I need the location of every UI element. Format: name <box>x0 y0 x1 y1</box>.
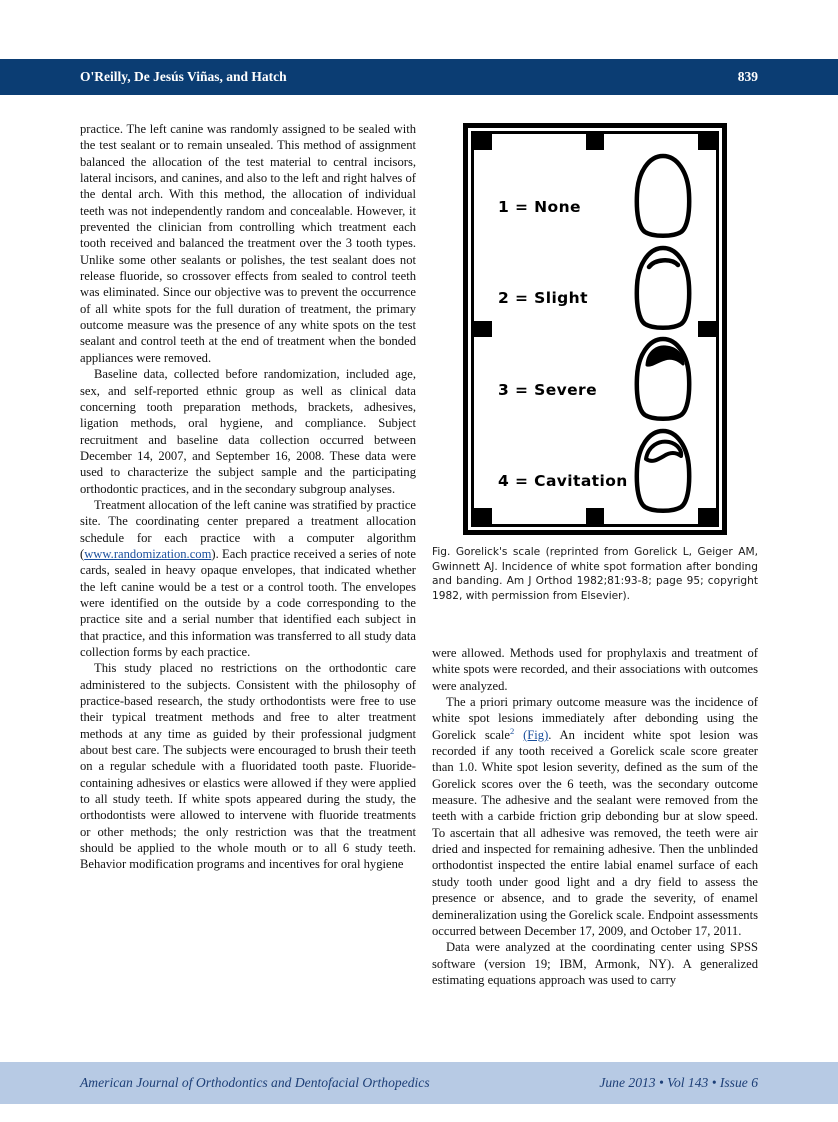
paragraph-allocation <box>80 497 416 660</box>
outcome-text-after: . An incident white spot lesion was recorded if any tooth received a Gorelick scale score greater than 1.0. White spot lesion severity, defined as the sum of the Gorelick scores over the 6 teeth, was the secondary outcome measure. The adhesive and the sealant were removed from the teeth with a carbide friction grip debonding bur at slow speed. To ascertain that all adhesive was removed, the teeth were air dried and inspected for remaining adhesive. Then the unblinded orthodontist inspected the entire labial enamel surface of each study tooth under good light and a dry field to assess the presence or absence, and to grade the severity, of enamel demineralization using the Gorelick scale. Endpoint assessments occurred between December 17, 2009, and October 17, 2011. <box>432 727 758 938</box>
figure-caption-text: Gorelick's scale (reprinted from Gorelick L, Geiger AM, Gwinnett AJ. Incidence of white spot formation after bonding and banding. Am J Orthod 1982;81:93-8; page 95; copyright 1982, with permission from Elsevier). <box>432 546 758 602</box>
right-text-column <box>432 645 758 988</box>
paragraph-prophylaxis: were allowed. Methods used for prophylaxis and treatment of white spots were recorded, and their associations with outcomes were analyzed. <box>432 646 758 693</box>
reference-marker-2[interactable]: 2 <box>510 725 515 736</box>
footer-journal-title: American Journal of Orthodontics and Dentofacial Orthopedics <box>80 1075 430 1090</box>
gorelick-scale-figure <box>463 123 727 535</box>
scale-rows <box>484 148 706 514</box>
scale-row-slight <box>484 240 706 332</box>
scale-row-severe <box>484 331 706 423</box>
tooth-diagram-none-icon <box>626 152 700 240</box>
paragraph-practice: practice. The left canine was randomly assigned to be sealed with the test sealant or to remain unsealed. This method of assignment balanced the allocation of the test material to central incisors, lateral incisors, and canines, and also to the left and right halves of the dental arch. With this method, the allocation of individual teeth was not independently random and concealable. However, it prevented the clinician from controlling which treatment each tooth received and balanced the treatment over the 3 tooth types. Unlike some other sealants or polishes, the test sealant does not release fluoride, so crossover effects from sealed to control teeth was eliminated. Since our objective was to prevent the occurrence of all white spots for the full duration of treatment, the primary outcome measure was the presence of any white spots on the test sealant and control teeth at the end of treatment when the bonded appliances were removed. <box>80 122 416 365</box>
figure-block <box>432 123 758 603</box>
running-head-bar <box>0 59 838 95</box>
left-text-column <box>80 121 416 873</box>
paragraph-study-restrictions: This study placed no restrictions on the orthodontic care administered to the subjects. Consistent with the philosophy of practice-based research, the study orthodontists were free to use their typical treatment methods and free to alter treatment methods at any time as guided by their professional judgment about best care. The subjects were encouraged to brush their teeth on a regular schedule with a fluoridated tooth paste. Fluoride-containing adhesives or elastics were allowed if they were applied to all study teeth. If white spots appeared during the study, the orthodontists were allowed to intervene with fluoride treatments or other methods; the only restriction was that the treatment should be applied to the whole mouth or to all 6 study teeth. Behavior modification programs and incentives for oral hygiene <box>80 661 416 872</box>
figure-inner-frame <box>471 131 719 527</box>
running-head-inner <box>80 59 758 95</box>
figure-label: Fig. <box>432 546 451 558</box>
randomization-link[interactable]: www.randomization.com <box>84 546 212 561</box>
paragraph-baseline: Baseline data, collected before randomization, included age, sex, and self-reported ethnic group as well as clinical data concerning tooth preparation methods, brackets, adhesives, ligation methods, oral hygiene, and compliance. Subject recruitment and baseline data collection occurred between December 14, 2007, and September 16, 2008. These data were used to characterize the subject sample and the participating orthodontic practices, and in the secondary subgroup analyses. <box>80 367 416 496</box>
scale-label-cavitation: 4 = Cavitation <box>498 472 628 491</box>
figure-caption <box>432 545 758 603</box>
tooth-diagram-slight-icon <box>626 244 700 332</box>
page-number: 839 <box>737 69 758 84</box>
scale-label-none: 1 = None <box>498 197 581 216</box>
scale-label-slight: 2 = Slight <box>498 289 588 308</box>
paragraph-analysis: Data were analyzed at the coordinating center using SPSS software (version 19; IBM, Armonk, NY). A generalized estimating equations approach was used to carry <box>432 940 758 987</box>
allocation-text-after: ). Each practice received a series of note cards, sealed in heavy opaque envelopes, that indicated whether the left canine would be a test or a control tooth. The envelopes were identified on the outside by a code corresponding to the practice site and a serial number that identified each subject in that practice, and this information was transferred to all study data collection forms by each practice. <box>80 546 416 659</box>
tooth-diagram-cavitation-icon <box>626 427 700 515</box>
allocation-text-before: Treatment allocation of the left canine was stratified by practice site. The coordinating center prepared a treatment allocation schedule for each practice with a computer algorithm ( <box>80 497 416 561</box>
tooth-diagram-severe-icon <box>626 335 700 423</box>
scale-label-severe: 3 = Severe <box>498 380 598 399</box>
paragraph-primary-outcome <box>432 694 758 939</box>
footer-issue-info: June 2013 • Vol 143 • Issue 6 <box>599 1075 758 1090</box>
scale-row-none <box>484 148 706 240</box>
footer-bar <box>0 1062 838 1104</box>
figure-cross-reference-link[interactable]: (Fig) <box>523 727 549 742</box>
running-head-authors: O'Reilly, De Jesús Viñas, and Hatch <box>80 69 287 84</box>
footer-inner <box>80 1062 758 1104</box>
scale-row-cavitation <box>484 423 706 515</box>
outcome-text-before: The a priori primary outcome measure was the incidence of white spot lesions immediately after debonding using the Gorelick scale <box>432 695 758 742</box>
